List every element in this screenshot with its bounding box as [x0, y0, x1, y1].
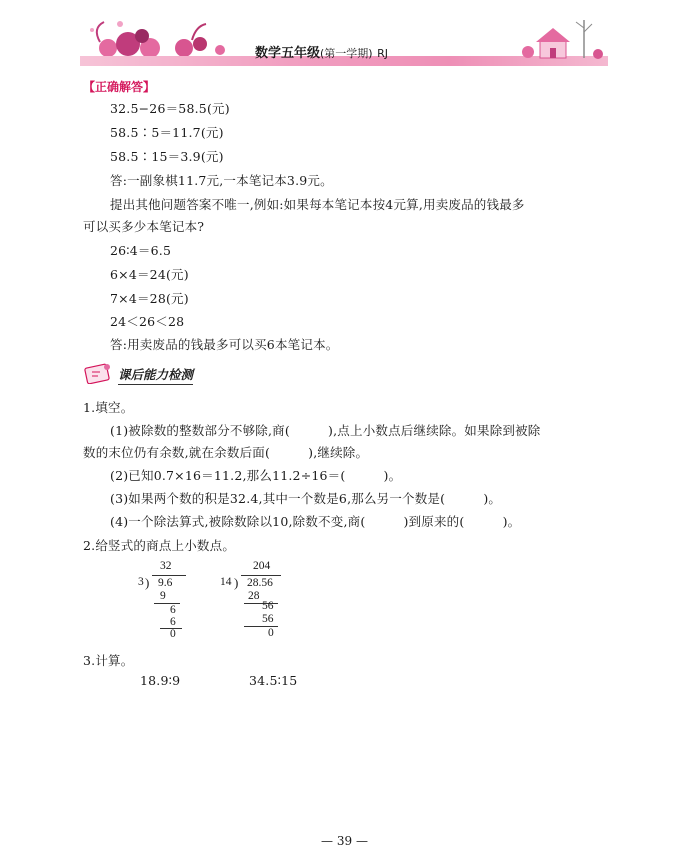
- divisor: 3: [138, 576, 144, 588]
- step: 0: [268, 627, 274, 639]
- divisor: 14: [220, 576, 232, 588]
- page-number: — 39 —: [321, 834, 368, 848]
- section-header: [80, 362, 230, 384]
- question-3-label: 3.计算。: [83, 653, 134, 668]
- question-1-line: (4)一个除法算式,被除数除以10,除数不变,商( )到原来的( )。: [110, 514, 521, 529]
- answer-line: 58.5∶15＝3.9(元): [110, 149, 224, 164]
- step: 6: [170, 616, 176, 628]
- answer-line: 6×4＝24(元): [110, 267, 189, 282]
- step: 0: [170, 628, 176, 640]
- calc-item: 18.9∶9: [140, 673, 181, 688]
- section-title: 课后能力检测: [118, 365, 193, 385]
- calc-item: 34.5∶15: [249, 673, 298, 688]
- quotient: 204: [253, 560, 271, 572]
- question-2-label: 2.给竖式的商点上小数点。: [83, 538, 236, 553]
- step: 9: [160, 590, 166, 602]
- header-decoration-right: [520, 14, 608, 70]
- answer-line: 26∶4＝6.5: [110, 243, 172, 258]
- answer-line: 58.5∶5＝11.7(元): [110, 125, 224, 140]
- step: 56: [262, 600, 274, 612]
- step: 28: [248, 590, 260, 602]
- answer-line: 24＜26＜28: [110, 314, 185, 329]
- dividend: 28.56: [247, 577, 273, 589]
- answer-line: 提出其他问题答案不唯一,例如:如果每本笔记本按4元算,用卖废品的钱最多: [110, 197, 525, 212]
- header-title: 数学五年级(第一学期) RJ: [255, 46, 389, 61]
- step: 6: [170, 604, 176, 616]
- pencil-note-icon: [80, 362, 116, 384]
- question-1-line: (1)被除数的整数部分不够除,商( ),点上小数点后继续除。如果除到被除: [110, 423, 541, 438]
- quotient: 32: [160, 560, 172, 572]
- dividend: 9.6: [158, 577, 173, 589]
- edition-label: RJ: [377, 47, 389, 60]
- question-1-line: (2)已知0.7×16＝11.2,那么11.2÷16＝( )。: [110, 468, 402, 483]
- question-1-line: (3)如果两个数的积是32.4,其中一个数是6,那么另一个数是( )。: [110, 491, 502, 506]
- question-1-label: 1.填空。: [83, 400, 134, 415]
- answer-line: 32.5−26＝58.5(元): [110, 101, 230, 116]
- page-header: [80, 14, 608, 76]
- question-1-line: 数的末位仍有余数,就在余数后面( ),继续除。: [83, 445, 369, 460]
- step: 56: [262, 613, 274, 625]
- answer-line: 答:一副象棋11.7元,一本笔记本3.9元。: [110, 173, 333, 188]
- answer-tag: 【正确解答】: [83, 80, 156, 94]
- answer-line: 7×4＝28(元): [110, 291, 189, 306]
- answer-line: 可以买多少本笔记本?: [83, 219, 205, 234]
- division-bracket: ): [145, 575, 150, 590]
- answer-line: 答:用卖废品的钱最多可以买6本笔记本。: [110, 337, 339, 352]
- division-bracket: ): [234, 575, 239, 590]
